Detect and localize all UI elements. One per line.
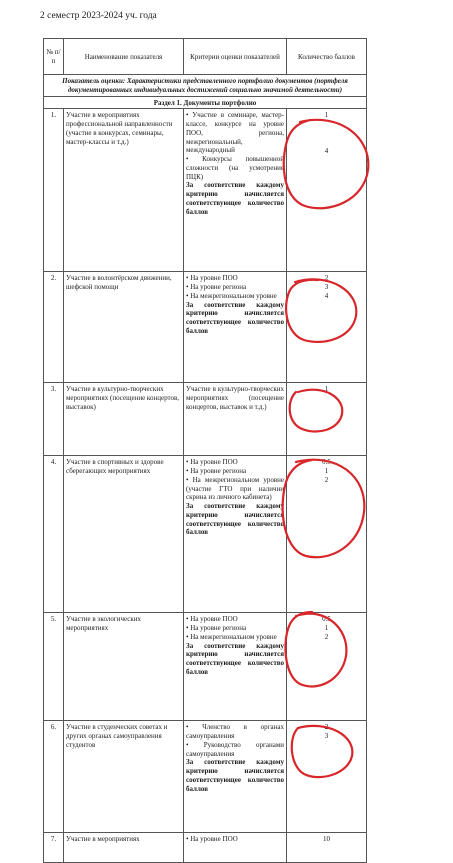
- points-value: 1: [324, 624, 329, 633]
- subsection-row: [44, 96, 367, 109]
- row-points: [287, 272, 367, 383]
- header-criteria: Критерии оценки показателей: [184, 39, 287, 75]
- rule-text: За соответствие каждому критерию начисляется соответствующее количество баллов: [186, 758, 284, 793]
- row-name: Участие в спортивных и здорове сберегающих мероприятиях: [64, 456, 184, 613]
- criterion-item: • На уровне ПОО: [186, 615, 238, 624]
- header-name: Наименование показателя: [64, 39, 184, 75]
- points-value: 1: [324, 111, 329, 120]
- criterion-item: Участие в культурно-творческих мероприятиях (посещение концертов, выставок и т.д.): [186, 385, 284, 411]
- criterion-item: • На межрегиональном уровне: [186, 291, 277, 300]
- row-points: [287, 109, 367, 272]
- portfolio-table: [43, 38, 367, 863]
- criterion-item: • На уровне региона: [186, 467, 247, 475]
- criterion-item: • На уровне ПОО: [186, 835, 238, 844]
- criterion-item: • На уровне ПОО: [186, 458, 238, 467]
- table-row: [44, 833, 367, 863]
- row-name: Участие в студенческих советах и других органах самоуправления студентов: [64, 721, 184, 833]
- rule-text: За соответствие каждому критерию начисляется соответствующее количество баллов: [186, 300, 284, 335]
- subsection-title: Раздел 1. Документы портфолио: [44, 96, 367, 109]
- row-num: 7.: [44, 833, 64, 863]
- criterion-item: • На уровне ПОО: [186, 274, 238, 283]
- row-criteria: [184, 833, 287, 863]
- table-row: [44, 456, 367, 613]
- points-value: 2: [324, 633, 329, 642]
- table-row: [44, 109, 367, 272]
- points-value: 2: [324, 723, 329, 732]
- points-value: [289, 129, 364, 138]
- rule-text: За соответствие каждому критерию начисляется соответствующее количество баллов: [186, 181, 284, 216]
- section-title: Показатель оценки: Характеристики представленного портфолио документов (портфеля документированных индивидуальных достижений социально значимой деятельности): [44, 75, 367, 97]
- row-points: [287, 456, 367, 613]
- row-num: 5.: [44, 613, 64, 721]
- criterion-item: • Членство в органах самоуправления: [186, 723, 284, 740]
- row-criteria: [184, 721, 287, 833]
- points-value: 1: [324, 385, 329, 394]
- row-num: 3.: [44, 383, 64, 456]
- points-value: [289, 120, 364, 129]
- points-value: 2: [324, 476, 329, 485]
- points-value: 3: [324, 732, 329, 741]
- points-value: [289, 138, 364, 147]
- criterion-item: • На уровне региона: [186, 283, 247, 291]
- table-row: [44, 613, 367, 721]
- points-value: 0.5: [322, 458, 331, 467]
- table-row: [44, 721, 367, 833]
- row-points: [287, 721, 367, 833]
- section-row: [44, 75, 367, 97]
- points-value: 3: [324, 283, 329, 292]
- header-points: Количество баллов: [287, 39, 367, 75]
- row-criteria: [184, 272, 287, 383]
- row-points: [287, 383, 367, 456]
- criterion-item: • Конкурсы повышенной сложности (на усмотрение ПЦК): [186, 155, 284, 181]
- row-criteria: [184, 456, 287, 613]
- row-num: 4.: [44, 456, 64, 613]
- row-num: 2.: [44, 272, 64, 383]
- criterion-item: • На межрегиональном уровне (участие ГТО при наличии скрина из личного кабинета): [186, 475, 284, 502]
- row-name: Участие в мероприятиях профессиональной направленности (участие в конкурсах, семинары, мастер-классы и т.д.): [64, 109, 184, 272]
- points-value: 1: [324, 467, 329, 476]
- row-name: Участие в мероприятиях: [64, 833, 184, 863]
- row-criteria: [184, 613, 287, 721]
- table-row: [44, 272, 367, 383]
- row-num: 6.: [44, 721, 64, 833]
- header-num: № п/п: [44, 39, 64, 75]
- criterion-item: • Руководство органами самоуправления: [186, 740, 284, 758]
- row-criteria: [184, 383, 287, 456]
- points-value: 2: [324, 274, 329, 283]
- criterion-item: • На межрегиональном уровне: [186, 632, 277, 641]
- row-criteria: [184, 109, 287, 272]
- criterion-item: • Участие в семинаре, мастер-классе, конкурсе на уровне ПОО, региона, межрегиональный, международный: [186, 111, 284, 155]
- row-name: Участие в экологических мероприятиях: [64, 613, 184, 721]
- rule-text: За соответствие каждому критерию начисляется соответствующее количество баллов: [186, 641, 284, 676]
- row-points: [287, 613, 367, 721]
- row-points: [287, 833, 367, 863]
- criterion-item: • На уровне региона: [186, 624, 247, 632]
- table-row: [44, 383, 367, 456]
- points-value: 4: [324, 292, 329, 301]
- table-header-row: [44, 39, 367, 75]
- points-value: 10: [323, 835, 330, 844]
- row-name: Участие в культурно-творческих мероприятиях (посещение концертов, выставок): [64, 383, 184, 456]
- points-value: 4: [324, 147, 329, 156]
- row-name: Участие в волонтёрском движении, шефской помощи: [64, 272, 184, 383]
- page-heading: 2 семестр 2023-2024 уч. года: [40, 11, 157, 21]
- points-value: 0.5: [322, 615, 331, 624]
- rule-text: За соответствие каждому критерию начисляется соответствующее количество баллов: [186, 502, 284, 537]
- row-num: 1.: [44, 109, 64, 272]
